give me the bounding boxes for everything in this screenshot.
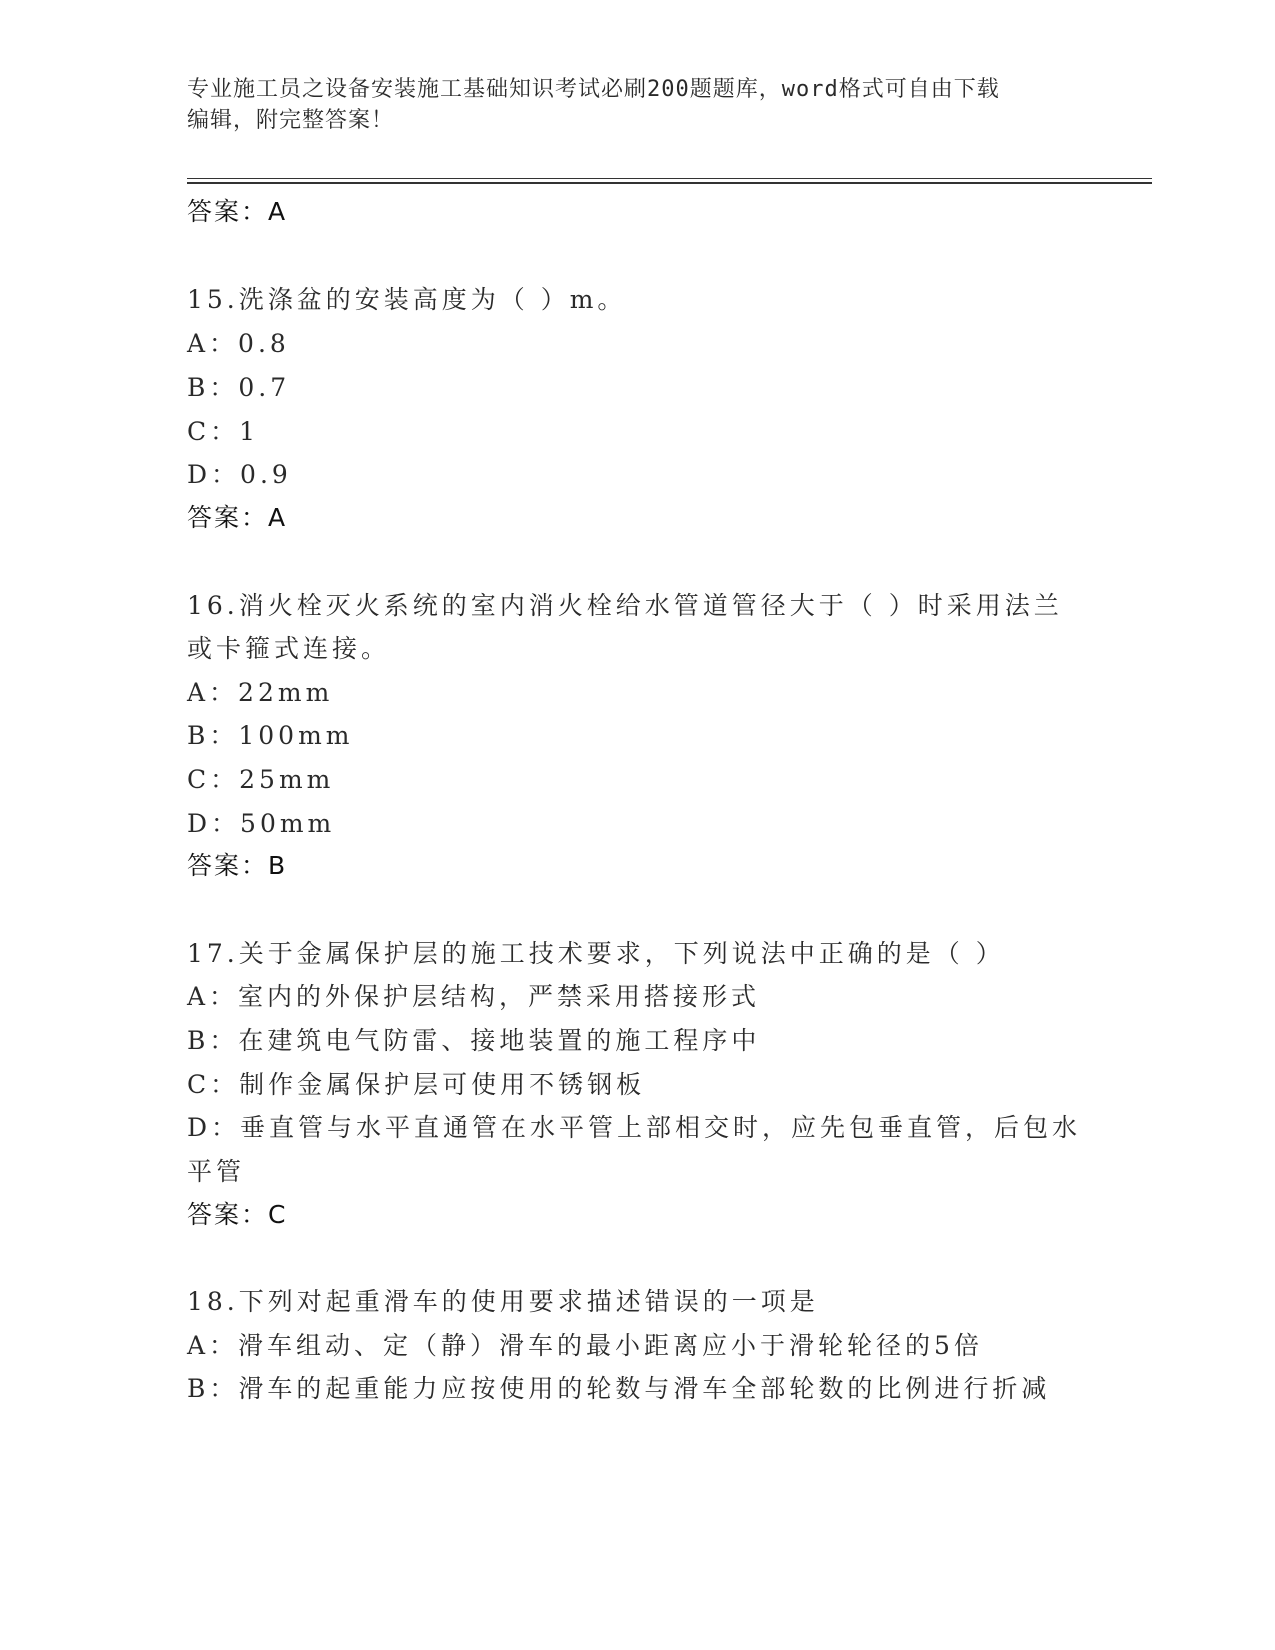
question-15-option-c: C：1 bbox=[187, 417, 260, 446]
answer-16: 答案：B bbox=[187, 851, 288, 880]
question-18-stem: 18.下列对起重滑车的使用要求描述错误的一项是 bbox=[187, 1287, 819, 1316]
header-divider-thick bbox=[187, 182, 1152, 184]
question-17-option-d-line-1: D：垂直管与水平直通管在水平管上部相交时，应先包垂直管，后包水 bbox=[187, 1113, 1082, 1142]
question-17-option-b: B：在建筑电气防雷、接地装置的施工程序中 bbox=[187, 1026, 761, 1055]
question-16-option-a: A：22mm bbox=[187, 678, 334, 707]
question-15-stem: 15.洗涤盆的安装高度为（ ）m。 bbox=[187, 285, 627, 314]
question-18-option-a: A：滑车组动、定（静）滑车的最小距离应小于滑轮轮径的5倍 bbox=[187, 1331, 983, 1360]
question-17-stem: 17.关于金属保护层的施工技术要求，下列说法中正确的是（ ） bbox=[187, 939, 1005, 968]
question-16-option-d: D：50mm bbox=[187, 809, 336, 838]
question-15-option-b: B：0.7 bbox=[187, 373, 291, 402]
question-16-option-c: C：25mm bbox=[187, 765, 335, 794]
question-16-stem-line-2: 或卡箍式连接。 bbox=[187, 634, 391, 663]
question-16-stem-line-1: 16.消火栓灭火系统的室内消火栓给水管道管径大于（ ）时采用法兰 bbox=[187, 591, 1063, 620]
question-15-option-a: A：0.8 bbox=[187, 329, 290, 358]
question-15-option-d: D：0.9 bbox=[187, 460, 292, 489]
question-16-option-b: B：100mm bbox=[187, 721, 354, 750]
answer-14: 答案：A bbox=[187, 197, 288, 226]
question-17-option-a: A：室内的外保护层结构，严禁采用搭接形式 bbox=[187, 982, 761, 1011]
header-line-2: 编辑，附完整答案！ bbox=[187, 108, 395, 133]
header-divider-thin bbox=[187, 178, 1152, 179]
document-header bbox=[187, 74, 1067, 136]
header-line-1: 专业施工员之设备安装施工基础知识考试必刷200题题库，word格式可自由下载 bbox=[187, 77, 1000, 102]
question-17-option-d-line-2: 平管 bbox=[187, 1157, 246, 1186]
question-18-option-b: B：滑车的起重能力应按使用的轮数与滑车全部轮数的比例进行折减 bbox=[187, 1374, 1051, 1403]
answer-17: 答案：C bbox=[187, 1200, 288, 1229]
question-17-option-c: C：制作金属保护层可使用不锈钢板 bbox=[187, 1070, 646, 1099]
answer-15: 答案：A bbox=[187, 503, 288, 532]
